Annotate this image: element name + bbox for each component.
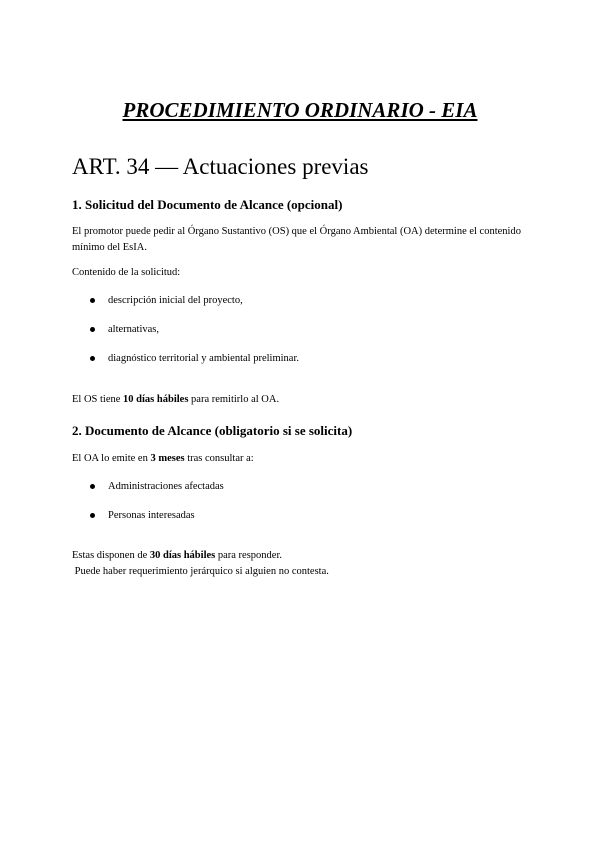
list-item bbox=[72, 479, 224, 508]
bullet-icon bbox=[90, 298, 95, 303]
intro-prefix: El OA lo emite en bbox=[72, 453, 151, 464]
section-1-intro: El promotor puede pedir al Órgano Sustantivo (OS) que el Órgano Ambiental (OA) determine el contenido mínimo del EsIA. bbox=[72, 226, 521, 253]
section-2-heading: 2. Documento de Alcance (obligatorio si se solicita) bbox=[72, 423, 353, 438]
list-item-text: alternativas, bbox=[108, 324, 160, 335]
intro-suffix: tras consultar a: bbox=[184, 453, 254, 464]
response-suffix: para responder. bbox=[215, 550, 282, 561]
intro-emphasis: 3 meses bbox=[150, 453, 185, 464]
response-emphasis: 30 días hábiles bbox=[149, 550, 216, 561]
bullet-icon bbox=[90, 513, 95, 518]
list-item-text: descripción inicial del proyecto, bbox=[108, 295, 243, 306]
list-item-text: Personas interesadas bbox=[108, 510, 195, 521]
section-2-note: Puede haber requerimiento jerárquico si alguien no contesta. bbox=[72, 566, 329, 577]
section-1-deadline bbox=[72, 392, 532, 408]
section-2-intro bbox=[72, 451, 532, 467]
bullet-icon bbox=[90, 356, 95, 361]
list-item bbox=[72, 293, 299, 322]
list-item-text: Administraciones afectadas bbox=[108, 481, 224, 492]
bullet-icon bbox=[90, 484, 95, 489]
deadline-prefix: El OS tiene bbox=[72, 394, 124, 405]
section-1-content-label: Contenido de la solicitud: bbox=[72, 267, 181, 278]
list-item-text: diagnóstico territorial y ambiental preliminar. bbox=[108, 353, 299, 364]
response-prefix: Estas disponen de bbox=[72, 550, 150, 561]
section-2-response bbox=[72, 548, 532, 564]
bullet-icon bbox=[90, 327, 95, 332]
deadline-suffix: para remitirlo al OA. bbox=[188, 394, 280, 405]
list-item bbox=[72, 322, 299, 351]
deadline-emphasis: 10 días hábiles bbox=[123, 394, 189, 405]
section-1-heading: 1. Solicitud del Documento de Alcance (opcional) bbox=[72, 197, 343, 212]
list-item bbox=[72, 351, 299, 380]
document-title: PROCEDIMIENTO ORDINARIO - EIA bbox=[122, 98, 478, 122]
section-2-list bbox=[72, 479, 224, 537]
article-heading: ART. 34 — Actuaciones previas bbox=[72, 154, 369, 179]
list-item bbox=[72, 508, 224, 537]
section-1-list bbox=[72, 293, 299, 380]
